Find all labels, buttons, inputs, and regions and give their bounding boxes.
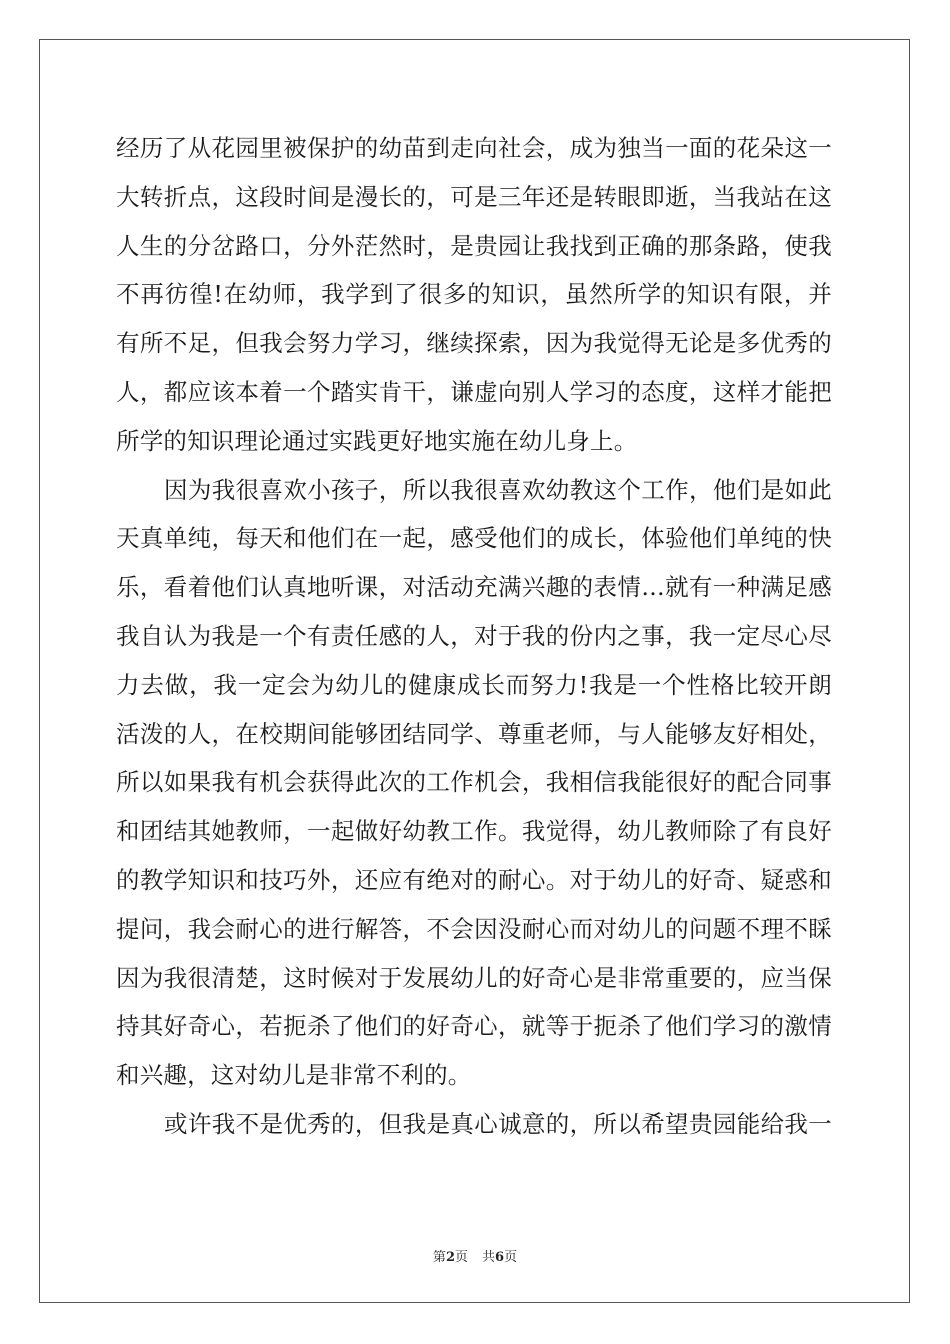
page-number-suffix: 页	[454, 1250, 468, 1265]
text-line: 人生的分岔路口，分外茫然时，是贵园让我找到正确的那条路，使我	[116, 231, 832, 260]
text-line: 所学的知识理论通过实践更好地实施在幼儿身上。	[116, 426, 638, 455]
page-number-current: 2	[445, 1250, 455, 1265]
document-body	[116, 124, 832, 1149]
text-line: 不再彷徨!在幼师，我学到了很多的知识，虽然所学的知识有限，并	[116, 280, 832, 309]
text-line: 持其好奇心，若扼杀了他们的好奇心，就等于扼杀了他们学习的激情	[116, 1012, 832, 1041]
text-line: 或许我不是优秀的，但我是真心诚意的，所以希望贵园能给我一	[164, 1109, 832, 1138]
text-line: 大转折点，这段时间是漫长的，可是三年还是转眼即逝，当我站在这	[116, 182, 832, 211]
text-line: 力去做，我一定会为幼儿的健康成长而努力!我是一个性格比较开朗	[116, 670, 832, 699]
text-line: 乐，看着他们认真地听课，对活动充满兴趣的表情…就有一种满足感	[116, 573, 832, 602]
paragraph-3	[116, 1100, 832, 1149]
text-line: 因为我很清楚，这时候对于发展幼儿的好奇心是非常重要的，应当保	[116, 963, 832, 992]
text-line: 所以如果我有机会获得此次的工作机会，我相信我能很好的配合同事	[116, 768, 832, 797]
text-line: 的教学知识和技巧外，还应有绝对的耐心。对于幼儿的好奇、疑惑和	[116, 865, 832, 894]
text-line: 和团结其她教师，一起做好幼教工作。我觉得，幼儿教师除了有良好	[116, 817, 832, 846]
page-total-suffix: 页	[504, 1250, 518, 1265]
text-line: 提问，我会耐心的进行解答，不会因没耐心而对幼儿的问题不理不睬	[116, 914, 832, 943]
text-line: 我自认为我是一个有责任感的人，对于我的份内之事，我一定尽心尽	[116, 621, 832, 650]
text-line: 天真单纯，每天和他们在一起，感受他们的成长，体验他们单纯的快	[116, 524, 832, 553]
page-total: 6	[495, 1250, 505, 1265]
paragraph-1	[116, 124, 832, 466]
page-footer	[0, 1246, 950, 1265]
text-line: 经历了从花园里被保护的幼苗到走向社会，成为独当一面的花朵这一	[116, 134, 832, 162]
text-line: 有所不足，但我会努力学习，继续探索，因为我觉得无论是多优秀的	[116, 329, 832, 358]
text-line: 和兴趣，这对幼儿是非常不利的。	[116, 1061, 472, 1090]
paragraph-2	[116, 466, 832, 1100]
text-line: 因为我很喜欢小孩子，所以我很喜欢幼教这个工作，他们是如此	[164, 475, 832, 504]
page-total-prefix: 共	[482, 1250, 496, 1265]
text-line: 人，都应该本着一个踏实肯干，谦虚向别人学习的态度，这样才能把	[116, 377, 832, 406]
text-line: 活泼的人，在校期间能够团结同学、尊重老师，与人能够友好相处，	[116, 719, 832, 748]
page-number-prefix: 第	[432, 1250, 446, 1265]
